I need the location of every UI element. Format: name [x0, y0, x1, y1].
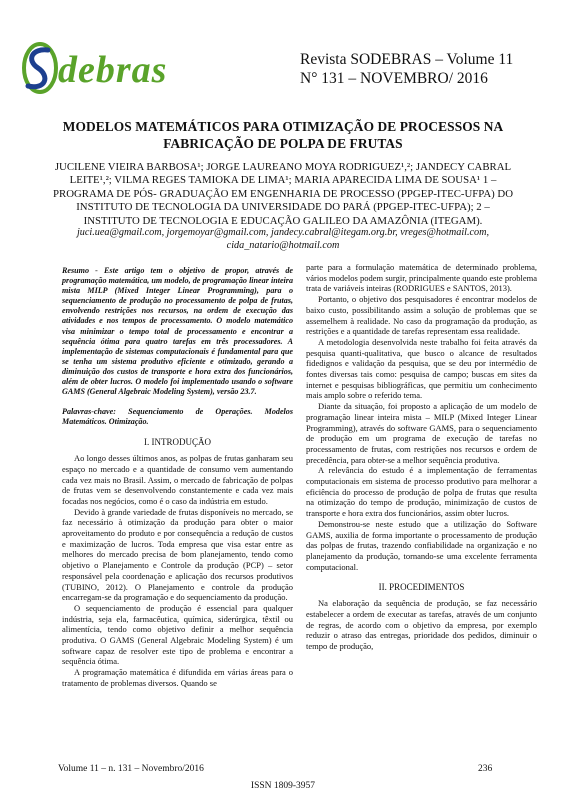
article-authors: JUCILENE VIEIRA BARBOSA¹; JORGE LAUREANO MOYA RODRIGUEZ¹,²; JANDECY CABRAL LEITE¹,²; VILMA REGES TAMIOKA DE LIMA¹; MARIA APARECIDA LIMA DE SOUSA¹ 1 – PROGRAMA DE PÓS- GRADUAÇÃO EM ENGENHARIA DE PROCESSO (PPGEP-ITEC-UFPA) DO INSTITUTO DE TECNOLOGIA DA UNIVERSIDADE DO PARÁ (PPGEP-ITEC-UFPA); 2 – INSTITUTO DE TECNOLOGIA E EDUCAÇÃO GALILEO DA AMAZÔNIA (ITEGAM).: [52, 161, 514, 227]
journal-info: [300, 50, 513, 88]
journal-issue: N° 131 – NOVEMBRO/ 2016: [300, 70, 488, 87]
left-column: [62, 266, 293, 689]
abstract: Resumo - Este artigo tem o objetivo de propor, através de programação matemática, um modelo, de programação linear inteira mista MILP (Mixed Integer Linear Programming), para o sequenciamento de produção no processamento de polpa de frutas, envolvendo restrições nos recursos, na ordem de execução das atividades e nos tempos de processamento. O modelo matemático visa minimizar o tempo total de processamento e encontrar a sequência ótima para quatro tarefas em três processadores. A implementação de sistemas computacionais é fundamental para que se tenha um sistema produtivo eficiente e otimizado, gerando a diminuição dos custos de transporte e hora extra dos funcionários, além de obter lucros. O modelo foi implementado usando o software GAMS (General Algebraic Modeling System), versão 23.7.: [62, 266, 293, 397]
page-number: 236: [478, 764, 493, 774]
svg-text:debras: debras: [58, 49, 168, 91]
paragraph: A programação matemática é difundida em várias áreas para o tratamento de problemas diversos. Quando se: [62, 667, 293, 688]
paragraph: A metodologia desenvolvida neste trabalho foi feita através da pesquisa quanti-qualitativa, que busco o alcance de resultados fidedignos e validação da pesquisa, que se deu por intermédio de fontes diversas tais como: pesquisa de campo; buscas em sites da internet e pesquisas bibliográficas, que permitiu um conhecimento mais amplo sobre o referido tema.: [306, 336, 537, 401]
paragraph: parte para a formulação matemática de determinado problema, vários modelos podem surgir, principalmente quando este problema trata de variáveis inteiras (RODRIGUES e SANTOS, 2013).: [306, 262, 537, 294]
keywords: Palavras-chave: Sequenciamento de Operações. Modelos Matemáticos. Otimização.: [62, 407, 293, 427]
paragraph: Devido à grande variedade de frutas disponíveis no mercado, se faz necessário à otimização da produção para obter o maior aproveitamento do produto e por consequência a redução de custos e maximização de lucros. Toda empresa que visa estar entre as melhores do mercado precisa de bom planejamento, tendo como objetivo o Planejamento e Controle da produção (PCP) – setor responsável pela coordenação e aplicação dos recursos produtivos (TUBINO, 2012). O Planejamento e controle da produção encarregam-se da programação e do sequenciamento da produção.: [62, 506, 293, 603]
journal-volume: Revista SODEBRAS – Volume 11: [300, 51, 514, 68]
footer-issn: ISSN 1809-3957: [250, 781, 316, 791]
author-emails: juci.uea@gmail.com, jorgemoyar@gmail.com, jandecy.cabral@itegam.org.br, vreges@hotmail.com, cida_natario@hotmail.com: [76, 227, 490, 251]
paragraph: Diante da situação, foi proposto a aplicação de um modelo de programação linear inteira mista – MILP (Mixed Integer Linear Programming), através do software GAMS, para o sequenciamento de produção em um programa de execução de tarefas no processamento de frutas, com restrições nos recursos e ordem de precedência, para obter-se a melhor sequência produtiva.: [306, 401, 537, 465]
article-title: MODELOS MATEMÁTICOS PARA OTIMIZAÇÃO DE PROCESSOS NA FABRICAÇÃO DE POLPA DE FRUTAS: [62, 119, 504, 151]
paragraph: Demonstrou-se neste estudo que a utilização do Software GAMS, auxilia de forma importante o processamento de produção das polpas de frutas, trazendo confiabilidade na organização e no planejamento da produção, tornando-se uma excelente ferramenta computacional.: [306, 518, 537, 572]
footer-volume: Volume 11 – n. 131 – Novembro/2016: [58, 764, 204, 774]
paragraph: O sequenciamento de produção é essencial para qualquer indústria, seja ela, farmacêutica, química, siderúrgica, têxtil ou alimentícia, tendo como objetivo definir a melhor sequência produtiva. O GAMS (General Algebraic Modeling System) é um software capaz de resolver este tipo de problema e encontrar a sequência ótima.: [62, 602, 293, 667]
sodebras-logo: [18, 38, 203, 98]
right-column: [306, 262, 537, 652]
section-procedures-title: II. PROCEDIMENTOS: [378, 582, 465, 593]
section-introduction-title: I. INTRODUÇÃO: [144, 437, 211, 448]
paragraph: Ao longo desses últimos anos, as polpas de frutas ganharam seu espaço no mercado e a quantidade de consumo vem aumentando cada vez mais no Brasil. Assim, o mercado de fabricação de polpas de frutas vem se desenvolvendo constantemente e cada vez mais focadas nos negócios, como é o caso da indústria em estudo.: [62, 453, 293, 506]
paragraph: Na elaboração da sequência de produção, se faz necessário estabelecer a ordem de executar as tarefas, através de um conjunto de regras, de acordo com o objetivo da empresa, por exemplo reduzir o atraso das entregas, prioridade dos pedidos, diminuir o tempo de produção,: [306, 598, 537, 651]
paragraph: Portanto, o objetivo dos pesquisadores é encontrar modelos de baixo custo, possibilitando assim a solução de problemas que se assemelhem à realidade. No caso da programação da produção, as restrições e a quantidade de tarefas representam essa realidade.: [306, 294, 537, 337]
paragraph: A relevância do estudo é a implementação de ferramentas computacionais em sistema de processo produtivo para melhorar a eficiência do processo de produção de polpa de frutas que resulta na otimização do tempo de produção, minimização de custos de transporte e hora extra dos funcionários, assim obter lucros.: [306, 465, 537, 519]
